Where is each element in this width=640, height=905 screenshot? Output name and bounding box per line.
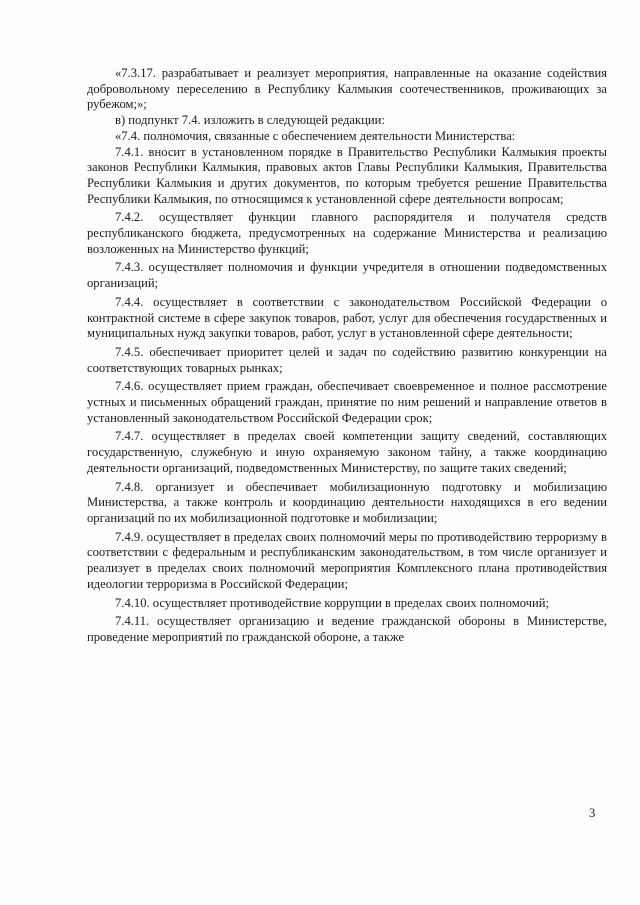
paragraph-7-4-3: 7.4.3. осуществляет полномочия и функции учредителя в отношении подведомственных организаций;	[87, 260, 607, 291]
paragraph-7-4-4: 7.4.4. осуществляет в соответствии с законодательством Российской Федерации о контрактной системе в сфере закупок товаров, работ, услуг для обеспечения государственных и муниципальных нужд закупки товаров, работ, услуг в установленной сфере деятельности;	[87, 294, 607, 341]
paragraph-7-4-1: 7.4.1. вносит в установленном порядке в Правительство Республики Калмыкия проекты законов Республики Калмыкия, правовых актов Главы Республики Калмыкия, Правительства Республики Калмыкия и других документов, по которым требуется решение Правительства Республики Калмыкия, по относящимся к установленной сфере деятельности вопросам;	[87, 144, 607, 206]
paragraph-7-4-11: 7.4.11. осуществляет организацию и ведение гражданской обороны в Министерстве, проведение мероприятий по гражданской обороне, а также	[87, 614, 607, 644]
paragraph-subpoint-v: в) подпункт 7.4. изложить в следующей редакции:	[115, 113, 385, 128]
paragraph-7-4-9: 7.4.9. осуществляет в пределах своих полномочий меры по противодействию терроризму в соответствии с федеральным и республиканским законодательством, в том числе организует и реализует в пределах своих полномочий мероприятия Комплексного плана противодействия идеологии терроризма в Российской Федерации;	[87, 529, 607, 591]
paragraph-7-4-8: 7.4.8. организует и обеспечивает мобилизационную подготовку и мобилизацию Министерства, а также контроль и координацию деятельности находящихся в его ведении организаций по их мобилизационной подготовке и мобилизации;	[87, 479, 607, 525]
paragraph-7-4-10: 7.4.10. осуществляет противодействие коррупции в пределах своих полномочий;	[115, 595, 549, 610]
document-body	[87, 66, 607, 646]
paragraph-7-4-7: 7.4.7. осуществляет в пределах своей компетенции защиту сведений, составляющих государственную, служебную и иную охраняемую законом тайну, а также координацию деятельности организаций, подведомственных Министерству, по защите таких сведений;	[87, 429, 607, 475]
paragraph-7-3-17: «7.3.17. разрабатывает и реализует мероприятия, направленные на оказание содействия добровольному переселению в Республику Калмыкия соотечественников, проживающих за рубежом;»;	[87, 66, 607, 112]
paragraph-7-4-6: 7.4.6. осуществляет прием граждан, обеспечивает своевременное и полное рассмотрение устных и письменных обращений граждан, принятие по ним решений и направление ответов в установленный законодательством Российской Федерации срок;	[87, 379, 607, 425]
page-number: 3	[589, 806, 596, 820]
paragraph-7-4-2: 7.4.2. осуществляет функции главного распорядителя и получателя средств республиканского бюджета, предусмотренных на содержание Министерства и реализацию возложенных на Министерство функций;	[87, 210, 607, 256]
paragraph-7-4: «7.4. полномочия, связанные с обеспечением деятельности Министерства:	[115, 128, 516, 143]
paragraph-7-4-5: 7.4.5. обеспечивает приоритет целей и задач по содействию развитию конкуренции на соответствующих товарных рынках;	[87, 344, 607, 375]
